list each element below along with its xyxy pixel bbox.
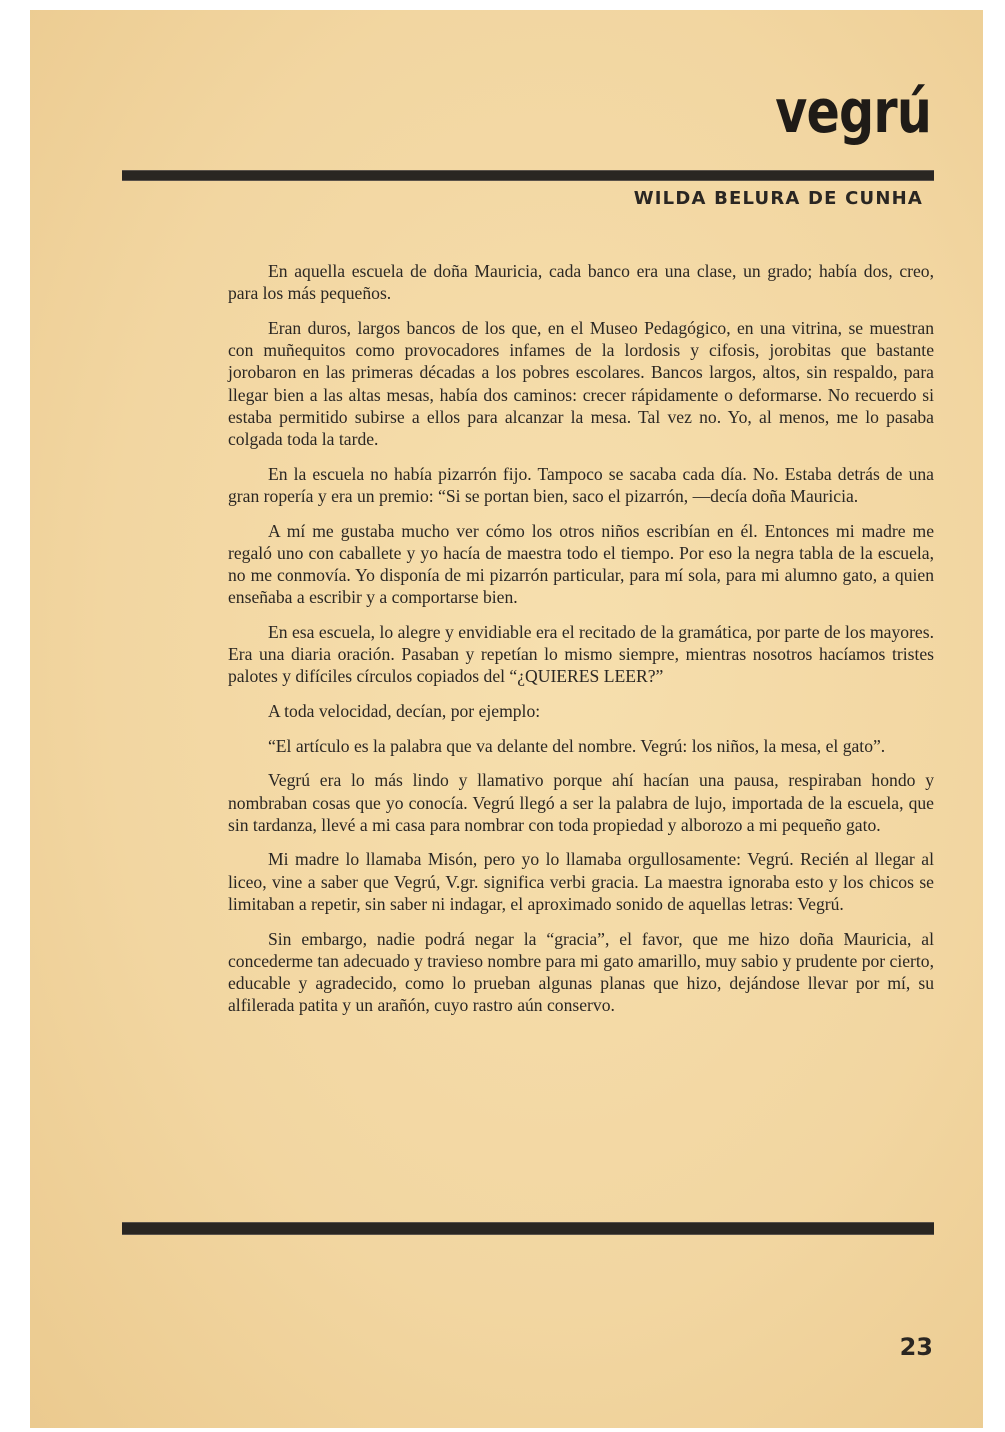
paragraph: En esa escuela, lo alegre y envidiable era el recitado de la gramática, por parte de los mayores. Era una diaria oración. Pasaban y repetían lo mismo siempre, mientras nosotros hacíamos tristes palotes y difíciles círculos copiados del “¿QUIERES LEER?” [228,621,934,687]
article-title: vegrú [775,77,931,147]
paragraph: Vegrú era lo más lindo y llamativo porque ahí hacían una pausa, respiraban hondo y nombraban cosas que yo conocía. Vegrú llegó a ser la palabra de lujo, importada de la escuela, que sin tardanza, llevé a mi casa para nombrar con toda propiedad y alborozo a mi pequeño gato. [228,770,934,835]
paragraph: Sin embargo, nadie podrá negar la “gracia”, el favor, que me hizo doña Mauricia, al concederme tan adecuado y travieso nombre para mi gato amarillo, muy sabio y prudente por cierto, educable y agradecido, como lo prueban algunas planas que hizo, dejándose llevar por mí, su alfilerada patita y un arañón, cuyo rastro aún conservo. [228,928,934,1016]
paragraph: Eran duros, largos bancos de los que, en el Museo Pedagógico, en una vitrina, se muestran con muñequitos como provocadores infames de la lordosis y cifosis, jorobitas que bastante jorobaron en las primeras décadas a los pobres escolares. Bancos largos, altos, sin respaldo, para llegar bien a las altas mesas, había dos caminos: crecer rápidamente o deformarse. No recuerdo si estaba permitido subirse a ellos para alcanzar la mesa. Tal vez no. Yo, al menos, me lo pasaba colgada toda la tarde. [228,317,934,449]
top-rule [122,170,934,181]
bottom-rule [122,1222,934,1235]
paragraph: A toda velocidad, decían, por ejemplo: [268,700,541,721]
paragraph: En la escuela no había pizarrón fijo. Tampoco se sacaba cada día. No. Estaba detrás de una gran ropería y era un premio: “Si se portan bien, saco el pizarrón, —decía doña Mauricia. [228,463,934,506]
article-body [228,260,934,1029]
paragraph: En aquella escuela de doña Mauricia, cada banco era una clase, un grado; había dos, creo, para los más pequeños. [228,261,934,304]
paragraph: “El artículo es la palabra que va delante del nombre. Vegrú: los niños, la mesa, el gato”. [268,735,886,756]
paragraph: A mí me gustaba mucho ver cómo los otros niños escribían en él. Entonces mi madre me regaló uno con caballete y yo hacía de maestra todo el tiempo. Por eso la negra tabla de la escuela, no me conmovía. Yo disponía de mi pizarrón particular, para mí sola, para mi alumno gato, a quien enseñaba a escribir y a comportarse bien. [228,520,934,608]
page-number: 23 [899,1333,933,1361]
paragraph: Mi madre lo llamaba Misón, pero yo lo llamaba orgullosamente: Vegrú. Recién al llegar al liceo, vine a saber que Vegrú, V.gr. significa verbi gracia. La maestra ignoraba esto y los chicos se limitaban a repetir, sin saber ni indagar, el aproximado sonido de aquellas letras: Vegrú. [228,849,934,914]
author-name: WILDA BELURA DE CUNHA [633,188,923,209]
magazine-page [30,10,983,1428]
